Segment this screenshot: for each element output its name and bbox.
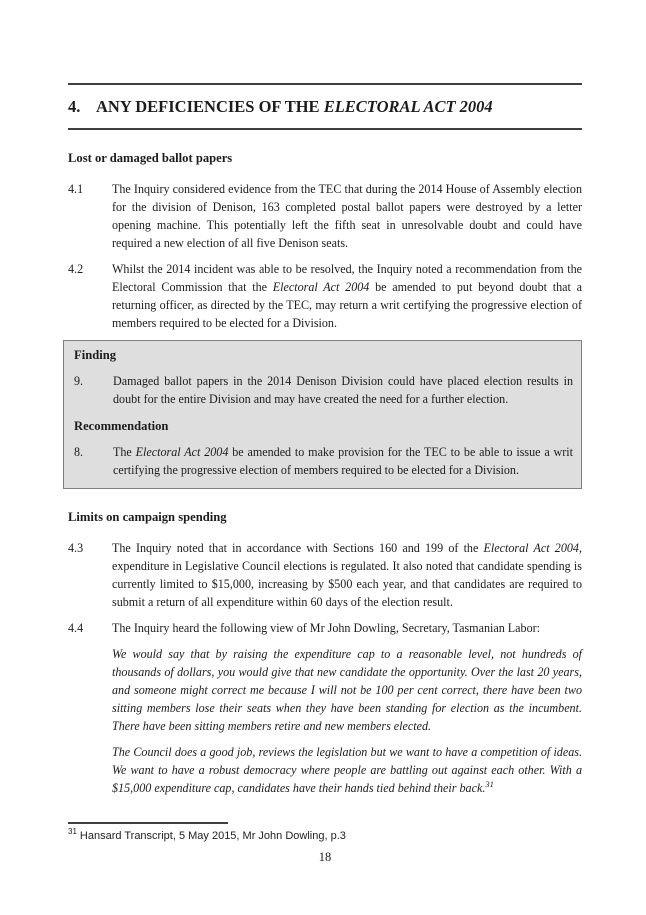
section-divider-top [68,83,582,85]
page-footer [68,820,582,865]
section-title-italic: ELECTORAL ACT 2004 [323,97,493,116]
finding-text: Damaged ballot papers in the 2014 Denison Division could have placed election results in doubt for the entire Division and may have created the need for a further election. [113,374,573,406]
quote-paragraph-1: We would say that by raising the expenditure cap to a reasonable level, not hundreds of thousands of dollars, you would give that new candidate the opportunity. Over the last 20 years, and someone might correct me because I will not be 100 per cent correct, there have been two sitting members lose their seats when they have been standing for election as the incumbent. There have been sitting members retire and new members elected. [112,647,582,733]
act-title-italic: Electoral Act 2004 [135,445,229,459]
paragraph-text-segment: Whilst the 2014 incident was able to be resolved, the Inquiry noted a recommendation from the Electoral Commission that the [112,262,582,294]
content-column [68,83,582,805]
section-title [96,96,493,118]
paragraph-text-segment: be amended to put beyond doubt that a returning officer, as directed by the TEC, may return a writ certifying the progressive election of members required to be elected for a Division. [112,280,582,330]
recommendation-text-segment: The [113,445,136,459]
paragraph-text-segment: expenditure in Legislative Council elections is regulated. It also noted that candidate spending is currently limited to $15,000, increasing by $500 each year, and that candidates are required to submit a return of all expenditure within 60 days of the election result. [112,559,582,609]
finding-item [74,372,573,408]
footnote-reference-superscript: 31 [485,778,494,789]
paragraph-text: The Inquiry considered evidence from the TEC that during the 2014 House of Assembly election for the division of Denison, 163 completed postal ballot papers were destroyed by a letter opening machine. This potentially left the fifth seat in unresolvable doubt and could have required a new election of all five Denison seats. [112,182,582,250]
page-number: 18 [318,850,332,864]
footnote-divider [68,822,228,824]
paragraph-number: 4.2 [68,262,84,276]
recommendation-text [113,443,573,479]
footnote-marker: 31 [68,827,77,837]
finding-recommendation-box [63,340,582,489]
paragraph-4-2 [68,260,582,332]
recommendation-number: 8. [74,445,84,459]
paragraph-number: 4.4 [68,621,84,635]
paragraph-text [112,260,582,332]
act-title-italic: Electoral Act 2004 [272,280,370,294]
subsection-heading-ballot-papers: Lost or damaged ballot papers [68,151,233,165]
footnote [68,829,582,843]
section-divider-bottom [68,128,582,130]
footnote-text: Hansard Transcript, 5 May 2015, Mr John Dowling, p.3 [79,830,346,842]
paragraph-text [112,539,582,611]
quote-text: The Council does a good job, reviews the legislation but we want to have a competition of ideas. We want to have a robust democracy where people are battling out against each other. With a $15,000 expenditure cap, candidates have their hands tied behind their back. [112,745,582,795]
finding-number: 9. [74,374,84,388]
recommendation-heading: Recommendation [74,419,169,433]
section-number: 4. [68,97,81,116]
paragraph-4-1 [68,180,582,252]
paragraph-text: The Inquiry heard the following view of Mr John Dowling, Secretary, Tasmanian Labor: [112,621,541,635]
subsection-heading-campaign-spending: Limits on campaign spending [68,510,227,524]
paragraph-text-segment: The Inquiry noted that in accordance with Sections 160 and 199 of the [112,541,484,555]
paragraph-4-3 [68,539,582,611]
quote-paragraph-2 [112,743,582,797]
finding-heading: Finding [74,348,116,362]
section-heading [68,96,582,118]
paragraph-number: 4.3 [68,541,84,555]
section-title-text: ANY DEFICIENCIES OF THE [96,97,324,116]
recommendation-text-segment: be amended to make provision for the TEC to be able to issue a writ certifying the progressive election of members required to be elected for a Division. [113,445,574,477]
paragraph-number: 4.1 [68,182,84,196]
recommendation-item [74,443,573,479]
paragraph-4-4 [68,619,582,637]
act-title-italic: Electoral Act 2004, [483,541,582,555]
